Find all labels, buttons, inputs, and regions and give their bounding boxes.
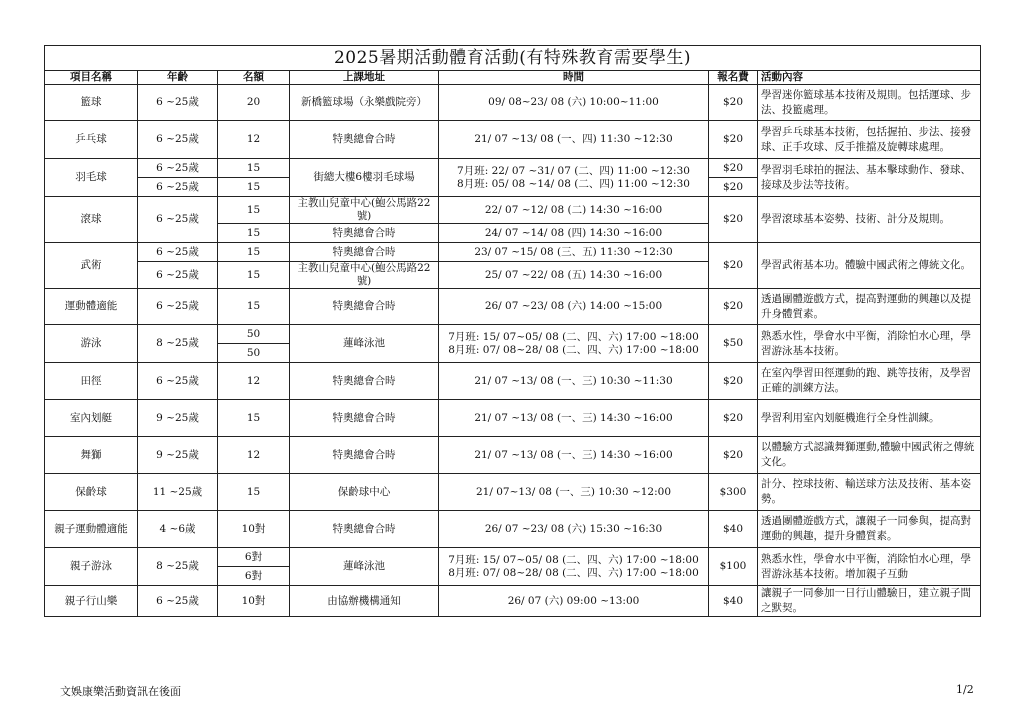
item-name: 親子行山樂 (45, 586, 138, 617)
fee: $40 (709, 511, 758, 548)
time: 21/ 07 ~13/ 08 (一、三) 14:30 ~16:00 (439, 437, 709, 474)
activity-table (44, 45, 981, 617)
quota: 15 (218, 262, 290, 289)
age: 6 ~25歲 (138, 197, 218, 243)
item-name: 田徑 (45, 363, 138, 400)
content: 熟悉水性，學會水中平衡，消除怕水心理，學習游泳基本技術。 (758, 325, 981, 363)
venue: 主教山兒童中心(鮑公馬路22號) (290, 197, 439, 224)
quota: 50 (218, 344, 290, 363)
time: 26/ 07 ~23/ 08 (六) 15:30 ~16:30 (439, 511, 709, 548)
content: 學習乒乓球基本技術，包括握拍、步法、接發球、正手攻球、反手推擋及旋轉球處理。 (758, 121, 981, 159)
fee: $40 (709, 586, 758, 617)
quota: 6對 (218, 548, 290, 567)
fee: $20 (709, 400, 758, 437)
time: 26/ 07 (六) 09:00 ~13:00 (439, 586, 709, 617)
venue: 街總大樓6樓羽毛球場 (290, 159, 439, 197)
header-time: 時間 (439, 71, 709, 85)
venue: 特奧總會合時 (290, 289, 439, 325)
content: 學習武術基本功。體驗中國武術之傳統文化。 (758, 243, 981, 289)
item-name: 滾球 (45, 197, 138, 243)
fee: $20 (709, 178, 758, 197)
age: 6 ~25歲 (138, 243, 218, 262)
content: 學習利用室內划艇機進行全身性訓練。 (758, 400, 981, 437)
table-row (45, 511, 981, 548)
content: 學習羽毛球拍的握法、基本擊球動作、發球、接球及步法等技術。 (758, 159, 981, 197)
age: 9 ~25歲 (138, 437, 218, 474)
quota: 15 (218, 159, 290, 178)
age: 4 ~6歲 (138, 511, 218, 548)
item-name: 運動體適能 (45, 289, 138, 325)
venue: 蓮峰泳池 (290, 325, 439, 363)
venue: 主教山兒童中心(鮑公馬路22號) (290, 262, 439, 289)
table-row (45, 289, 981, 325)
content: 透過團體遊戲方式，提高對運動的興趣以及提升身體質素。 (758, 289, 981, 325)
table-row (45, 363, 981, 400)
quota: 6對 (218, 567, 290, 586)
quota: 15 (218, 224, 290, 243)
age: 8 ~25歲 (138, 325, 218, 363)
item-name: 保齡球 (45, 474, 138, 511)
time: 21/ 07 ~13/ 08 (一、三) 10:30 ~11:30 (439, 363, 709, 400)
fee: $20 (709, 197, 758, 243)
table-row (45, 159, 981, 178)
quota: 15 (218, 178, 290, 197)
age: 8 ~25歲 (138, 548, 218, 586)
quota: 10對 (218, 586, 290, 617)
time: 23/ 07 ~15/ 08 (三、五) 11:30 ~12:30 (439, 243, 709, 262)
fee: $20 (709, 289, 758, 325)
time (439, 548, 709, 586)
table-row (45, 197, 981, 224)
content: 學習迷你籃球基本技術及規則。包括運球、步法、投籃處理。 (758, 85, 981, 121)
fee: $100 (709, 548, 758, 586)
item-name: 乒乓球 (45, 121, 138, 159)
content: 在室內學習田徑運動的跑、跳等技術，及學習正確的訓練方法。 (758, 363, 981, 400)
quota: 15 (218, 197, 290, 224)
time: 24/ 07 ~14/ 08 (四) 14:30 ~16:00 (439, 224, 709, 243)
age: 6 ~25歲 (138, 586, 218, 617)
table-row (45, 243, 981, 262)
content: 熟悉水性，學會水中平衡，消除怕水心理，學習游泳基本技術。增加親子互動 (758, 548, 981, 586)
page-number: 1/2 (956, 683, 974, 696)
venue: 特奧總會合時 (290, 243, 439, 262)
table-row (45, 85, 981, 121)
time-august: 8月班: 05/ 08 ~14/ 08 (二、四) 11:00 ~12:30 (457, 177, 690, 190)
item-name: 舞獅 (45, 437, 138, 474)
time-july: 7月班: 22/ 07 ~31/ 07 (二、四) 11:00 ~12:30 (457, 164, 690, 177)
table-row (45, 548, 981, 567)
venue: 特奧總會合時 (290, 224, 439, 243)
fee: $20 (709, 159, 758, 178)
venue: 蓮峰泳池 (290, 548, 439, 586)
time: 25/ 07 ~22/ 08 (五) 14:30 ~16:00 (439, 262, 709, 289)
age: 6 ~25歲 (138, 121, 218, 159)
content: 計分、控球技術、輸送球方法及技術、基本姿勢。 (758, 474, 981, 511)
quota: 15 (218, 474, 290, 511)
quota: 15 (218, 243, 290, 262)
time: 21/ 07 ~13/ 08 (一、三) 14:30 ~16:00 (439, 400, 709, 437)
fee: $20 (709, 437, 758, 474)
venue: 新橋籃球場（永樂戲院旁） (290, 85, 439, 121)
time: 26/ 07 ~23/ 08 (六) 14:00 ~15:00 (439, 289, 709, 325)
header-venue: 上課地址 (290, 71, 439, 85)
venue: 特奧總會合時 (290, 363, 439, 400)
time: 21/ 07 ~13/ 08 (一、四) 11:30 ~12:30 (439, 121, 709, 159)
venue: 由協辦機構通知 (290, 586, 439, 617)
time-august: 8月班: 07/ 08~28/ 08 (二、四、六) 17:00 ~18:00 (448, 566, 699, 579)
header-item: 項目名稱 (45, 71, 138, 85)
quota: 50 (218, 325, 290, 344)
age: 6 ~25歲 (138, 363, 218, 400)
age: 9 ~25歲 (138, 400, 218, 437)
header-content: 活動內容 (758, 71, 981, 85)
time-july: 7月班: 15/ 07~05/ 08 (二、四、六) 17:00 ~18:00 (448, 553, 699, 566)
item-name: 籃球 (45, 85, 138, 121)
item-name: 親子游泳 (45, 548, 138, 586)
time: 09/ 08~23/ 08 (六) 10:00~11:00 (439, 85, 709, 121)
quota: 15 (218, 400, 290, 437)
age: 6 ~25歲 (138, 262, 218, 289)
table-row (45, 474, 981, 511)
item-name: 武術 (45, 243, 138, 289)
venue: 特奧總會合時 (290, 437, 439, 474)
fee: $300 (709, 474, 758, 511)
age: 6 ~25歲 (138, 159, 218, 178)
table-row (45, 586, 981, 617)
header-age: 年齡 (138, 71, 218, 85)
page-title: 2025暑期活動體育活動(有特殊教育需要學生) (45, 46, 981, 71)
content: 讓親子一同參加一日行山體驗日，建立親子間之默契。 (758, 586, 981, 617)
age: 6 ~25歲 (138, 289, 218, 325)
fee: $20 (709, 85, 758, 121)
time: 21/ 07~13/ 08 (一、三) 10:30 ~12:00 (439, 474, 709, 511)
fee: $50 (709, 325, 758, 363)
item-name: 室內划艇 (45, 400, 138, 437)
item-name: 游泳 (45, 325, 138, 363)
venue: 特奧總會合時 (290, 121, 439, 159)
header-fee: 報名費 (709, 71, 758, 85)
item-name: 親子運動體適能 (45, 511, 138, 548)
quota: 15 (218, 289, 290, 325)
age: 6 ~25歲 (138, 178, 218, 197)
quota: 10對 (218, 511, 290, 548)
quota: 12 (218, 437, 290, 474)
fee: $20 (709, 121, 758, 159)
table-row (45, 121, 981, 159)
item-name: 羽毛球 (45, 159, 138, 197)
venue: 保齡球中心 (290, 474, 439, 511)
fee: $20 (709, 363, 758, 400)
time-july: 7月班: 15/ 07~05/ 08 (二、四、六) 17:00 ~18:00 (448, 330, 699, 343)
quota: 12 (218, 363, 290, 400)
table-row (45, 400, 981, 437)
footer-note: 文娛康樂活動資訊在後面 (60, 685, 181, 698)
venue: 特奧總會合時 (290, 511, 439, 548)
content: 學習滾球基本姿勢、技術、計分及規則。 (758, 197, 981, 243)
header-quota: 名額 (218, 71, 290, 85)
time: 22/ 07 ~12/ 08 (二) 14:30 ~16:00 (439, 197, 709, 224)
fee: $20 (709, 243, 758, 289)
time-august: 8月班: 07/ 08~28/ 08 (二、四、六) 17:00 ~18:00 (448, 343, 699, 356)
age: 11 ~25歲 (138, 474, 218, 511)
content: 以體驗方式認識舞獅運動,體驗中國武術之傳統文化。 (758, 437, 981, 474)
time (439, 159, 709, 197)
content: 透過團體遊戲方式，讓親子一同參與，提高對運動的興趣，提升身體質素。 (758, 511, 981, 548)
table-row (45, 325, 981, 344)
quota: 12 (218, 121, 290, 159)
age: 6 ~25歲 (138, 85, 218, 121)
table-row (45, 437, 981, 474)
quota: 20 (218, 85, 290, 121)
venue: 特奧總會合時 (290, 400, 439, 437)
time (439, 325, 709, 363)
